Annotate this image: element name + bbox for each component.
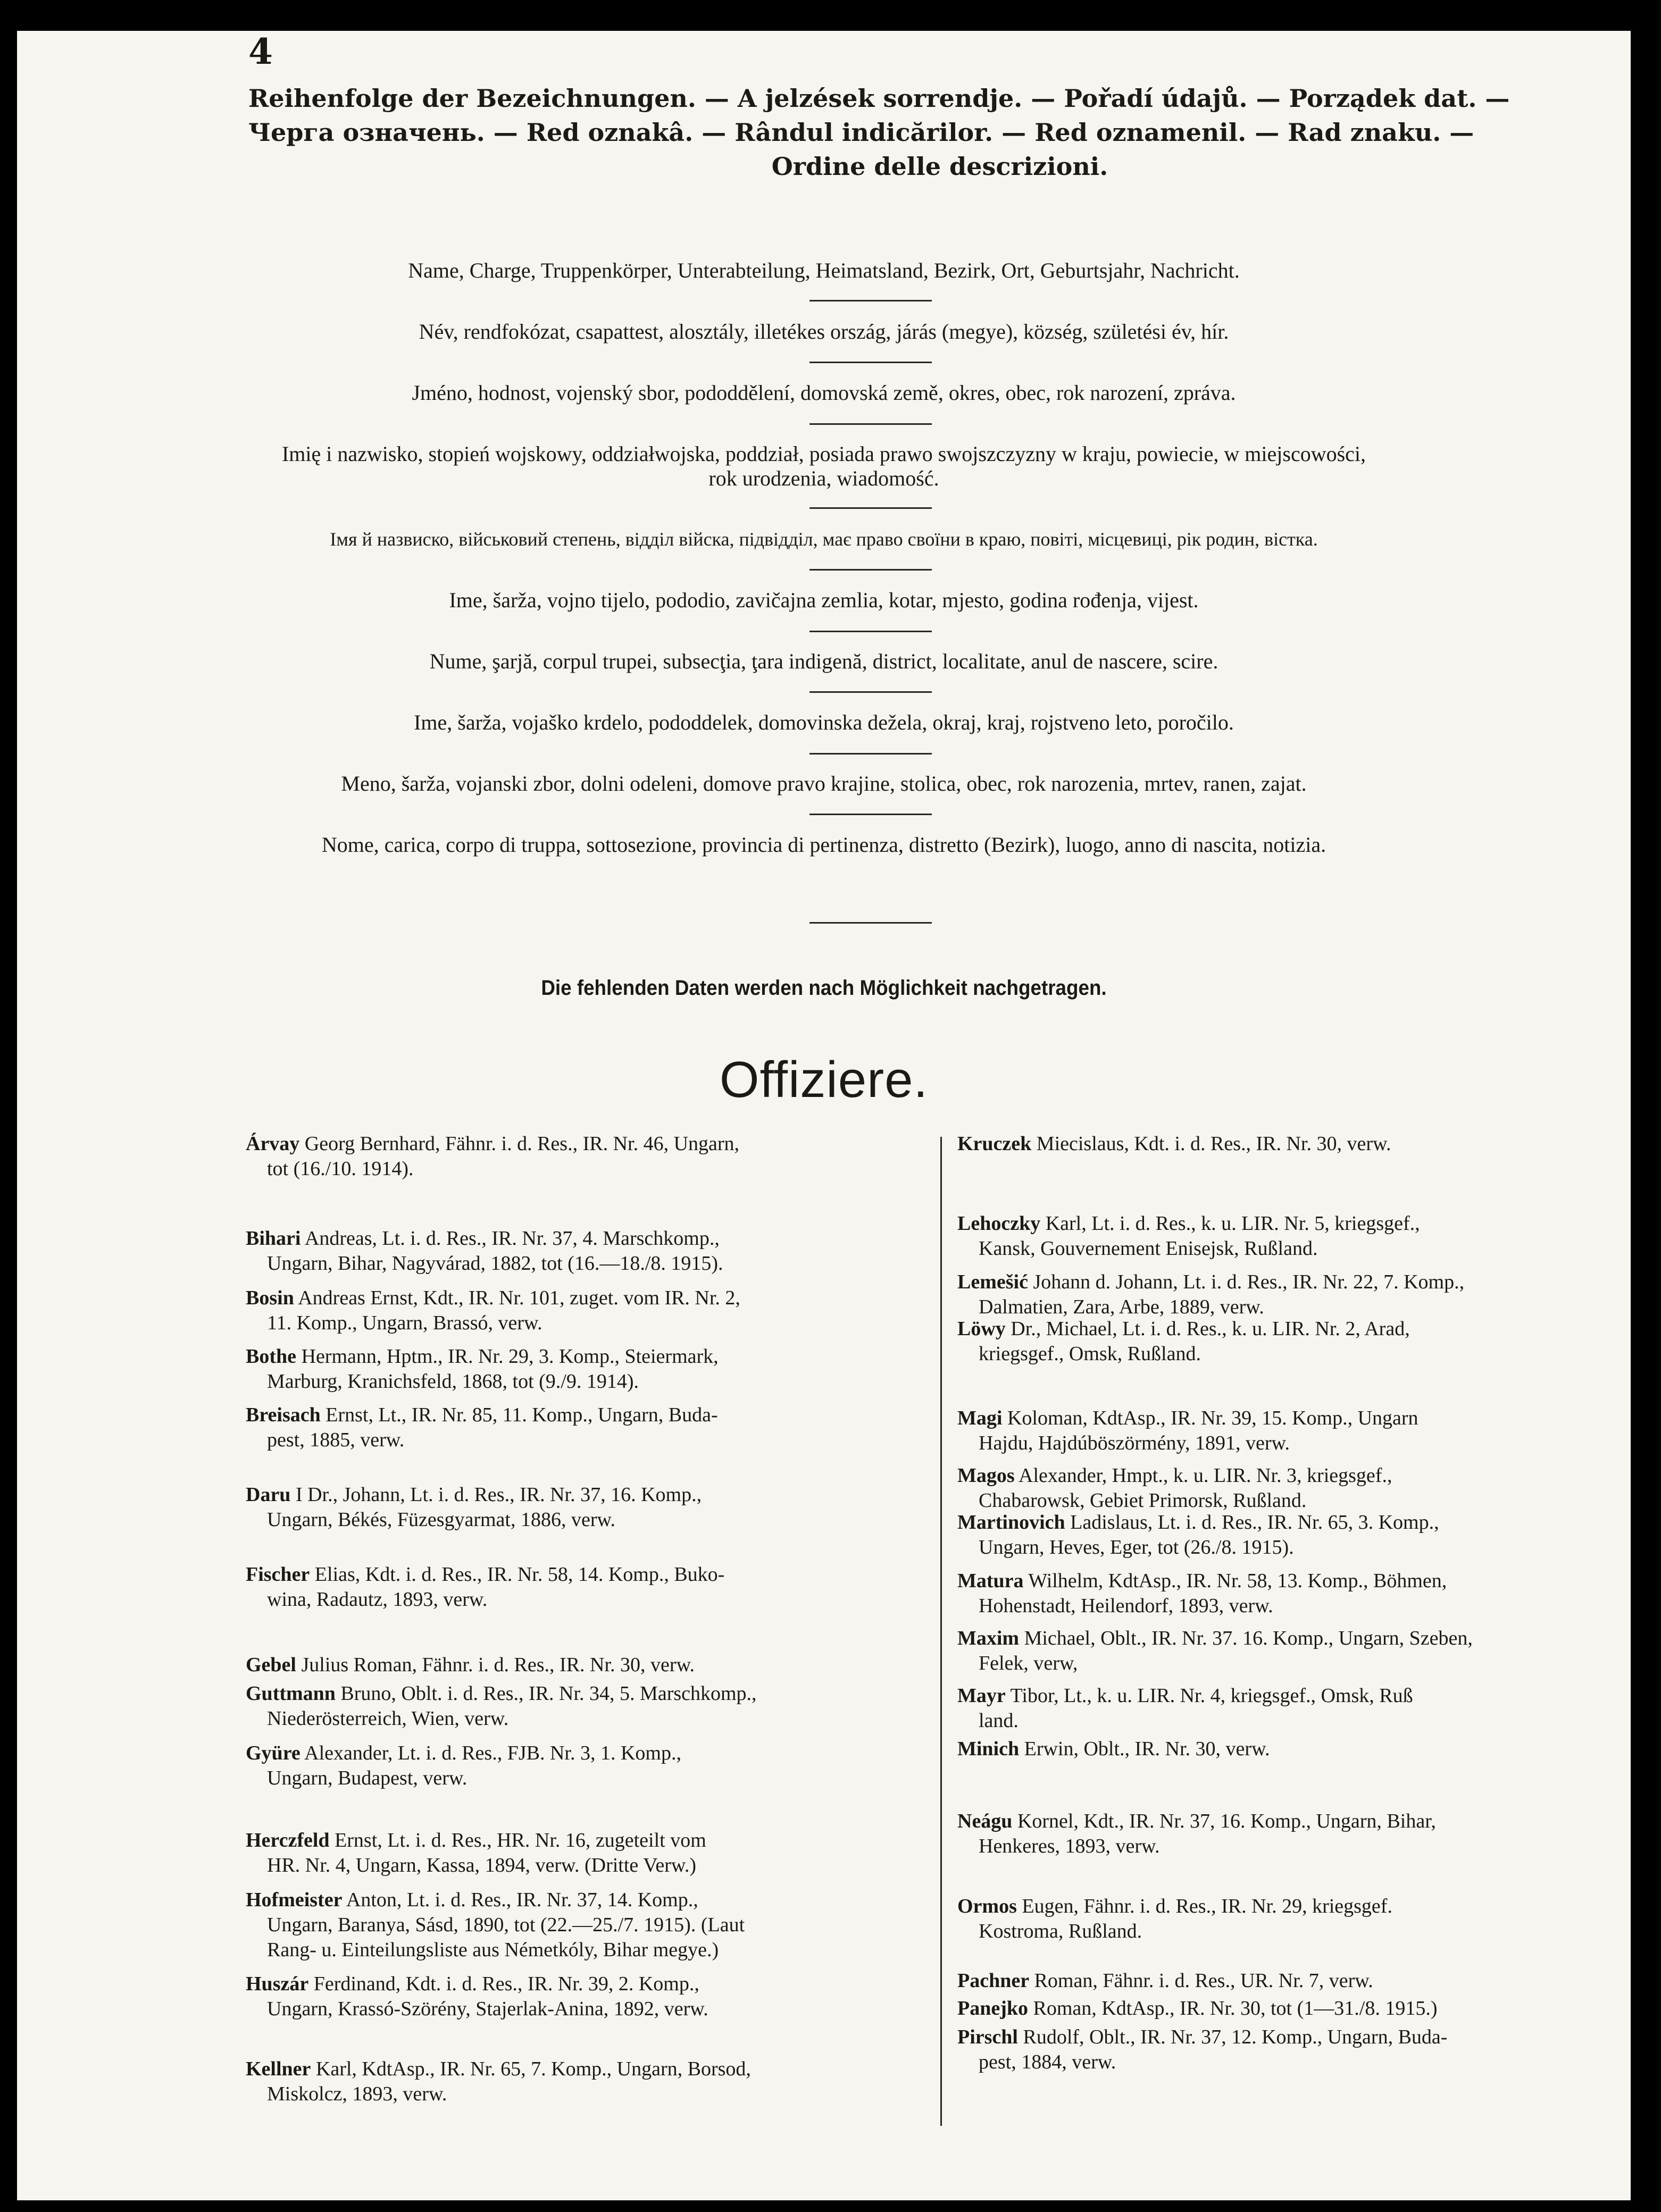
entry-surname: Magos <box>957 1464 1015 1487</box>
entry-continuation: Marburg, Kranichsfeld, 1868, tot (9./9. 1914). <box>267 1370 639 1393</box>
casualty-entry <box>246 2057 929 2107</box>
field-line-cs: Jméno, hodnost, vojenský sbor, pododdělení, domovská země, okres, obec, rok narození, zpráva. <box>412 381 1236 405</box>
entry-surname: Fischer <box>246 1563 310 1586</box>
casualty-entry <box>957 2025 1631 2075</box>
entry-continuation: land. <box>979 1710 1019 1732</box>
entry-surname: Breisach <box>246 1404 321 1426</box>
field-line-hr: Ime, šarža, vojno tijelo, pododio, zavičajna zemlia, kotar, mjesto, godina rođenja, vijest. <box>449 588 1199 612</box>
casualty-entry <box>957 1211 1631 1261</box>
entry-first-line <box>957 1464 1392 1487</box>
separator-rule <box>809 814 932 815</box>
casualty-entry <box>957 1737 1631 1762</box>
entry-first-line <box>246 1829 706 1851</box>
entry-details: Wilhelm, KdtAsp., IR. Nr. 58, 13. Komp., Böhmen, <box>1023 1570 1447 1592</box>
casualty-entry <box>246 1741 929 1791</box>
document-page <box>17 31 1631 2200</box>
casualty-entry <box>957 1317 1631 1367</box>
entry-continuation: Henkeres, 1893, verw. <box>979 1835 1160 1857</box>
entry-first-line <box>957 1133 1391 1155</box>
entry-surname: Kellner <box>246 2058 311 2080</box>
separator-rule <box>809 753 932 755</box>
casualty-entry <box>246 1681 929 1731</box>
page-number: 4 <box>248 31 273 72</box>
entry-surname: Bothe <box>246 1345 296 1368</box>
field-line-ro: Nume, şarjă, corpul trupei, subsecţia, ţara indigenă, district, localitate, anul de nascere, scire. <box>429 649 1218 673</box>
entry-surname: Neágu <box>957 1810 1013 1832</box>
entry-continuation: Ungarn, Krassó-Szörény, Stajerlak-Anina, 1892, verw. <box>267 1998 708 2020</box>
entry-details: Michael, Oblt., IR. Nr. 37. 16. Komp., Ungarn, Szeben, <box>1019 1627 1473 1649</box>
entry-surname: Daru <box>246 1484 291 1506</box>
entry-surname: Bosin <box>246 1287 294 1309</box>
entry-continuation: HR. Nr. 4, Ungarn, Kassa, 1894, verw. (Dritte Verw.) <box>267 1854 696 1876</box>
separator-rule <box>809 300 932 301</box>
entry-first-line <box>957 1570 1447 1592</box>
entry-first-line <box>246 1484 702 1506</box>
entry-details: Ferdinand, Kdt. i. d. Res., IR. Nr. 39, 2. Komp., <box>308 1973 699 1995</box>
entry-first-line <box>246 1682 757 1705</box>
entry-surname: Lemešić <box>957 1271 1028 1293</box>
entry-continuation: Ungarn, Bihar, Nagyvárad, 1882, tot (16.—18./8. 1915). <box>267 1252 723 1275</box>
entry-first-line <box>246 1973 699 1995</box>
casualty-entry <box>957 1683 1631 1733</box>
entry-surname: Matura <box>957 1570 1024 1592</box>
separator-rule <box>809 922 932 924</box>
entry-first-line <box>246 1654 695 1676</box>
entry-continuation: Ungarn, Békés, Füzesgyarmat, 1886, verw. <box>267 1509 615 1531</box>
entry-first-line <box>246 1133 739 1155</box>
entry-details: Andreas, Lt. i. d. Res., IR. Nr. 37, 4. Marschkomp., <box>301 1227 720 1250</box>
missing-data-notice: Die fehlenden Daten werden nach Möglichkeit nachgetragen. <box>541 976 1107 1000</box>
entry-details: Ladislaus, Lt. i. d. Res., IR. Nr. 65, 3. Komp., <box>1065 1511 1439 1534</box>
casualty-entry <box>246 1132 929 1182</box>
casualty-entry <box>957 1406 1631 1456</box>
entry-details: Alexander, Hmpt., k. u. LIR. Nr. 3, kriegsgef., <box>1014 1464 1392 1487</box>
entry-surname: Pirschl <box>957 2026 1018 2048</box>
field-line-sk: Meno, šarža, vojanski zbor, dolni odeleni, domove pravo krajine, stolica, obec, rok narozenia, mrtev, ranen, zajat. <box>341 772 1307 795</box>
entry-surname: Martinovich <box>957 1511 1065 1534</box>
entry-first-line <box>957 1895 1392 1917</box>
casualty-entry <box>246 1828 929 1878</box>
field-line-de: Name, Charge, Truppenkörper, Unterabteilung, Heimatsland, Bezirk, Ort, Geburtsjahr, Nachricht. <box>408 258 1240 282</box>
casualty-entry <box>957 1510 1631 1560</box>
entry-surname: Herczfeld <box>246 1829 330 1851</box>
entry-details: Koloman, KdtAsp., IR. Nr. 39, 15. Komp., Ungarn <box>1002 1407 1418 1429</box>
casualty-entry <box>246 1653 929 1678</box>
casualty-entry <box>246 1888 929 1963</box>
entry-details: Anton, Lt. i. d. Res., IR. Nr. 37, 14. Komp., <box>342 1889 698 1911</box>
entry-details: Dr., Michael, Lt. i. d. Res., k. u. LIR. Nr. 2, Arad, <box>1005 1318 1410 1340</box>
entry-continuation: Felek, verw, <box>979 1652 1078 1674</box>
entry-continuation: wina, Radautz, 1893, verw. <box>267 1588 488 1611</box>
casualty-entry <box>957 1463 1631 1513</box>
entry-continuation: tot (16./10. 1914). <box>267 1158 414 1180</box>
entry-details: Kornel, Kdt., IR. Nr. 37, 16. Komp., Ungarn, Bihar, <box>1012 1810 1436 1832</box>
entry-first-line <box>957 1685 1413 1707</box>
field-line-pl-cont: rok urodzenia, wiadomość. <box>708 466 939 490</box>
entry-surname: Bihari <box>246 1227 301 1250</box>
separator-rule <box>809 569 932 571</box>
casualty-entry <box>957 1809 1631 1859</box>
entry-details: Andreas Ernst, Kdt., IR. Nr. 101, zuget. vom IR. Nr. 2, <box>294 1287 740 1309</box>
entry-details: Roman, Fähnr. i. d. Res., UR. Nr. 7, verw. <box>1029 1970 1373 1992</box>
entry-surname: Gyüre <box>246 1742 301 1764</box>
entry-details: I Dr., Johann, Lt. i. d. Res., IR. Nr. 37, 16. Komp., <box>290 1484 702 1506</box>
entry-surname: Panejko <box>957 1997 1028 2020</box>
entry-continuation: Kostroma, Rußland. <box>979 1920 1142 1942</box>
entry-surname: Minich <box>957 1738 1020 1760</box>
entry-details: Alexander, Lt. i. d. Res., FJB. Nr. 3, 1. Komp., <box>300 1742 681 1764</box>
entry-continuation: Niederösterreich, Wien, verw. <box>267 1707 509 1730</box>
entry-surname: Maxim <box>957 1627 1020 1649</box>
entry-continuation: pest, 1885, verw. <box>267 1429 405 1451</box>
entry-first-line <box>957 1407 1418 1429</box>
section-heading: Offiziere. <box>719 1051 929 1108</box>
casualty-entry <box>246 1562 929 1612</box>
entry-first-line <box>957 1997 1437 2020</box>
entry-details: Hermann, Hptm., IR. Nr. 29, 3. Komp., Steiermark, <box>296 1345 719 1368</box>
casualty-entry <box>246 1482 929 1532</box>
entry-continuation: Ungarn, Budapest, verw. <box>267 1767 468 1789</box>
casualty-entry <box>246 1286 929 1336</box>
entry-details: Rudolf, Oblt., IR. Nr. 37, 12. Komp., Ungarn, Buda- <box>1017 2026 1448 2048</box>
entry-continuation: Hohenstadt, Heilendorf, 1893, verw. <box>979 1595 1273 1617</box>
entry-details: Ernst, Lt. i. d. Res., HR. Nr. 16, zugeteilt vom <box>329 1829 706 1851</box>
entry-first-line <box>246 1563 724 1586</box>
entry-first-line <box>246 2058 751 2080</box>
column-divider <box>940 1137 942 2126</box>
entry-continuation: Hajdu, Hajdúböszörmény, 1891, verw. <box>979 1432 1290 1454</box>
entry-first-line <box>957 1738 1270 1760</box>
casualty-entry <box>957 1132 1631 1157</box>
entry-first-line <box>957 1511 1439 1534</box>
entry-details: Tibor, Lt., k. u. LIR. Nr. 4, kriegsgef., Omsk, Ruß <box>1005 1685 1413 1707</box>
entry-surname: Huszár <box>246 1973 309 1995</box>
entry-surname: Magi <box>957 1407 1003 1429</box>
entry-first-line <box>246 1404 718 1426</box>
entry-first-line <box>957 1271 1464 1293</box>
title-line-2: Черга означень. — Red oznakâ. — Rândul indicărilor. — Red oznamenil. — Rad znaku. — <box>248 118 1474 147</box>
separator-rule <box>809 423 932 425</box>
entry-surname: Árvay <box>246 1133 300 1155</box>
entry-details: Julius Roman, Fähnr. i. d. Res., IR. Nr. 30, verw. <box>296 1654 695 1676</box>
entry-details: Miecislaus, Kdt. i. d. Res., IR. Nr. 30, verw. <box>1031 1133 1391 1155</box>
entry-details: Georg Bernhard, Fähnr. i. d. Res., IR. Nr. 46, Ungarn, <box>299 1133 740 1155</box>
entry-details: Johann d. Johann, Lt. i. d. Res., IR. Nr. 22, 7. Komp., <box>1028 1271 1465 1293</box>
title-line-3: Ordine delle descrizioni. <box>771 152 1108 181</box>
field-line-pl: Imię i nazwisko, stopień wojskowy, oddziałwojska, poddział, posiada prawo swojszczyzny w kraju, powiecie, w miejscowości, <box>281 442 1366 466</box>
entry-first-line <box>246 1287 740 1309</box>
entry-first-line <box>957 1318 1410 1340</box>
entry-details: Bruno, Oblt. i. d. Res., IR. Nr. 34, 5. Marschkomp., <box>335 1682 757 1705</box>
title-block <box>248 81 1626 183</box>
entry-continuation: Kansk, Gouvernement Enisejsk, Rußland. <box>979 1237 1318 1260</box>
entry-first-line <box>957 1212 1420 1235</box>
casualty-entry <box>957 1894 1631 1944</box>
casualty-entry <box>246 1403 929 1453</box>
separator-rule <box>809 691 932 693</box>
entry-first-line <box>246 1742 681 1764</box>
entry-first-line <box>246 1227 720 1250</box>
entry-details: Ernst, Lt., IR. Nr. 85, 11. Komp., Ungarn, Buda- <box>320 1404 718 1426</box>
entry-first-line <box>246 1889 698 1911</box>
separator-rule <box>809 631 932 632</box>
entry-first-line <box>957 2026 1447 2048</box>
entry-continuation: Ungarn, Baranya, Sásd, 1890, tot (22.—25./7. 1915). (Laut <box>267 1914 745 1936</box>
entry-continuation: 11. Komp., Ungarn, Brassó, verw. <box>267 1312 542 1334</box>
casualty-entry <box>246 1972 929 2022</box>
entry-continuation: Dalmatien, Zara, Arbe, 1889, verw. <box>979 1296 1264 1318</box>
entry-details: Elias, Kdt. i. d. Res., IR. Nr. 58, 14. Komp., Buko- <box>310 1563 725 1586</box>
entry-surname: Lehoczky <box>957 1212 1041 1235</box>
entry-details: Roman, KdtAsp., IR. Nr. 30, tot (1—31./8. 1915.) <box>1028 1997 1438 2020</box>
entry-continuation: Rang- u. Einteilungsliste aus Németkóly, Bihar megye.) <box>267 1939 719 1961</box>
field-line-hu: Név, rendfokózat, csapattest, alosztály, illetékes ország, járás (megye), község, születési év, hír. <box>419 320 1229 343</box>
entry-surname: Ormos <box>957 1895 1017 1917</box>
separator-rule <box>809 507 932 509</box>
casualty-entry <box>957 1626 1631 1676</box>
entry-first-line <box>957 1810 1436 1832</box>
casualty-entry <box>957 1569 1631 1619</box>
entry-continuation: pest, 1884, verw. <box>979 2051 1116 2073</box>
entry-continuation: Ungarn, Heves, Eger, tot (26./8. 1915). <box>979 1536 1294 1559</box>
entry-surname: Pachner <box>957 1970 1030 1992</box>
field-line-it: Nome, carica, corpo di truppa, sottosezione, provincia di pertinenza, distretto (Bezirk), luogo, anno di nascita, notizia. <box>321 833 1326 857</box>
entry-details: Karl, Lt. i. d. Res., k. u. LIR. Nr. 5, kriegsgef., <box>1040 1212 1420 1235</box>
entry-surname: Löwy <box>957 1318 1006 1340</box>
entry-details: Karl, KdtAsp., IR. Nr. 65, 7. Komp., Ungarn, Borsod, <box>311 2058 751 2080</box>
field-line-uk: Імя й назвиско, військовий степень, відділ війска, підвідділ, має право своїни в краю, повіті, місцевиці, рік родин, вістка. <box>330 529 1318 550</box>
casualty-entry <box>957 1996 1631 2021</box>
separator-rule <box>809 362 932 363</box>
entry-continuation: kriegsgef., Omsk, Rußland. <box>979 1343 1201 1365</box>
entry-first-line <box>957 1627 1473 1649</box>
entry-surname: Gebel <box>246 1654 296 1676</box>
entry-continuation: Miskolcz, 1893, verw. <box>267 2083 447 2105</box>
casualty-entry <box>246 1344 929 1394</box>
entry-continuation: Chabarowsk, Gebiet Primorsk, Rußland. <box>979 1489 1307 1512</box>
casualty-entry <box>957 1270 1631 1320</box>
entry-details: Erwin, Oblt., IR. Nr. 30, verw. <box>1019 1738 1270 1760</box>
entry-first-line <box>957 1970 1373 1992</box>
entry-first-line <box>246 1345 719 1368</box>
entry-details: Eugen, Fähnr. i. d. Res., IR. Nr. 29, kriegsgef. <box>1016 1895 1392 1917</box>
field-line-sl: Ime, šarža, vojaško krdelo, pododdelek, domovinska dežela, okraj, kraj, rojstveno leto, poročilo. <box>414 710 1234 734</box>
entry-surname: Hofmeister <box>246 1889 343 1911</box>
entry-surname: Kruczek <box>957 1133 1032 1155</box>
entry-surname: Guttmann <box>246 1682 336 1705</box>
casualty-entry <box>246 1226 929 1276</box>
entry-surname: Mayr <box>957 1685 1006 1707</box>
title-line-1: Reihenfolge der Bezeichnungen. — A jelzések sorrendje. — Pořadí údajů. — Porządek dat. — <box>248 84 1510 113</box>
casualty-entry <box>957 1968 1631 1993</box>
